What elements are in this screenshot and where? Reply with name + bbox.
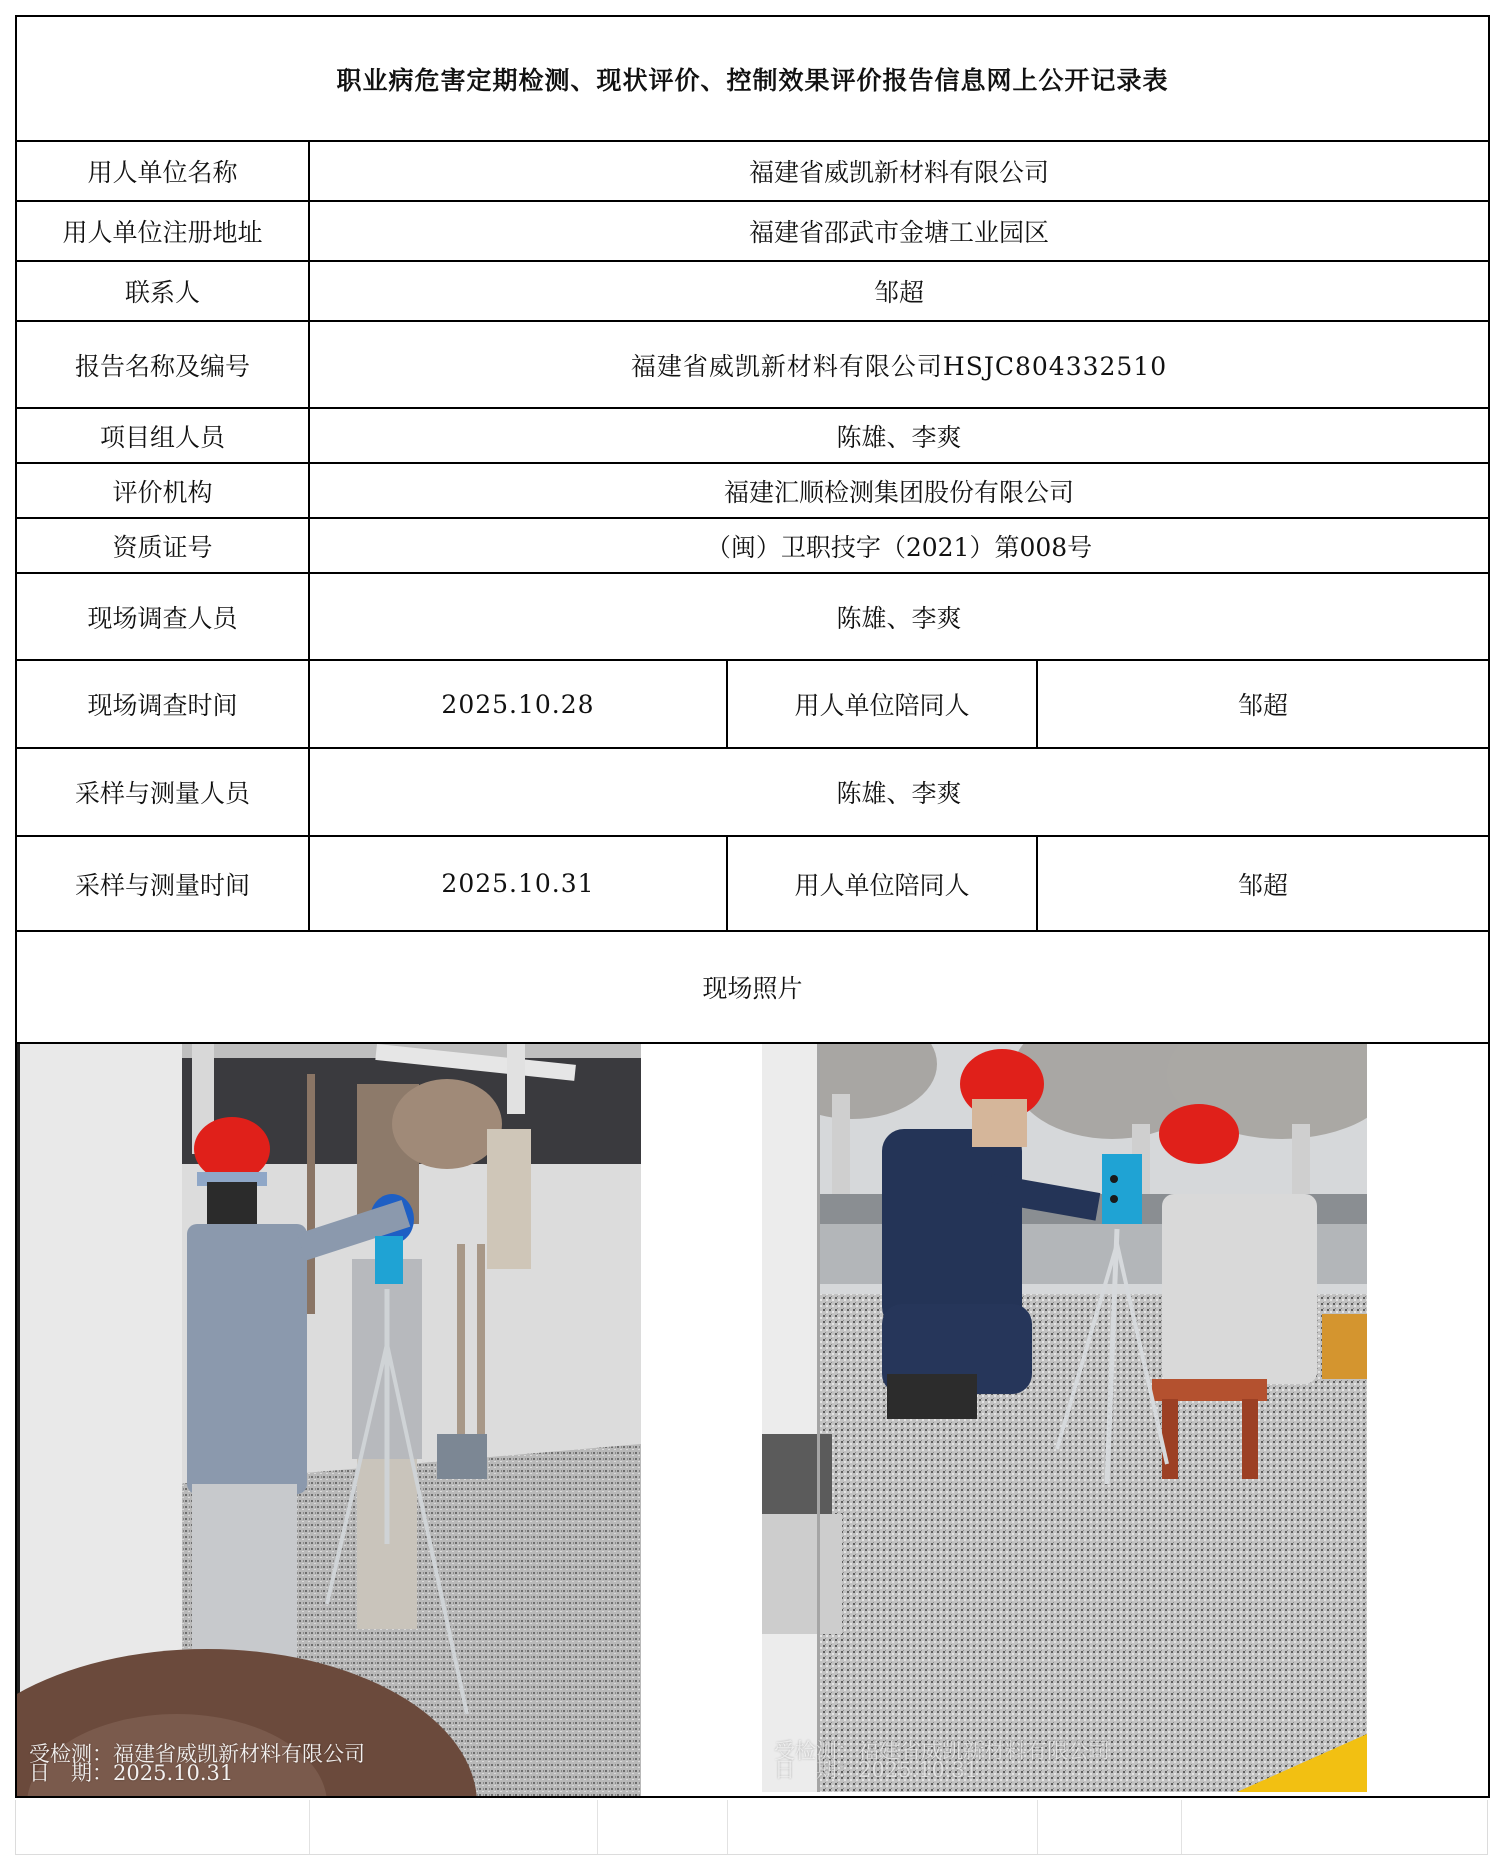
- sampling-staff-label: 采样与测量人员: [16, 748, 309, 836]
- table-row: [16, 201, 1489, 261]
- photo-2-watermark-date: 日 期：2025.10.31: [774, 1758, 979, 1782]
- table-row: [16, 518, 1489, 573]
- grid-divider: [1181, 1800, 1182, 1854]
- report-name-value: 福建省威凯新材料有限公司HSJC804332510: [309, 321, 1489, 408]
- record-sheet: [15, 15, 1488, 1798]
- grid-divider: [309, 1800, 310, 1854]
- table-row: [16, 463, 1489, 518]
- project-team-label: 项目组人员: [16, 408, 309, 463]
- empty-grid-row: [15, 1800, 1488, 1855]
- qualification-number-value: （闽）卫职技字（2021）第008号: [309, 518, 1489, 573]
- site-photo-2[interactable]: [762, 1044, 1367, 1792]
- survey-companion-value: 邹超: [1037, 660, 1489, 748]
- survey-staff-value: 陈雄、李爽: [309, 573, 1489, 660]
- employer-address-value: 福建省邵武市金塘工业园区: [309, 201, 1489, 261]
- grid-divider: [727, 1800, 728, 1854]
- evaluation-agency-label: 评价机构: [16, 463, 309, 518]
- table-row: [16, 321, 1489, 408]
- site-photos-heading: 现场照片: [16, 931, 1489, 1043]
- site-photos-area: [16, 1043, 1489, 1797]
- grid-divider: [597, 1800, 598, 1854]
- photo-1-watermark-date: 日 期：2025.10.31: [29, 1761, 234, 1785]
- record-table: [15, 15, 1490, 1798]
- table-row: [16, 573, 1489, 660]
- sampling-companion-value: 邹超: [1037, 836, 1489, 931]
- site-photo-1[interactable]: [17, 1044, 641, 1796]
- table-row: [16, 660, 1489, 748]
- table-row: [16, 836, 1489, 931]
- contact-value: 邹超: [309, 261, 1489, 321]
- table-row: [16, 261, 1489, 321]
- contact-label: 联系人: [16, 261, 309, 321]
- photo-2-watermark-inspected: 受检测：福建省威凯新材料有限公司: [774, 1739, 1110, 1763]
- grid-divider: [1037, 1800, 1038, 1854]
- sampling-staff-value: 陈雄、李爽: [309, 748, 1489, 836]
- document-title: 职业病危害定期检测、现状评价、控制效果评价报告信息网上公开记录表: [16, 16, 1489, 141]
- site-photo-2-image: [762, 1044, 1367, 1792]
- survey-companion-label: 用人单位陪同人: [727, 660, 1037, 748]
- table-row: [16, 748, 1489, 836]
- table-row: [16, 141, 1489, 201]
- employer-name-label: 用人单位名称: [16, 141, 309, 201]
- report-name-label: 报告名称及编号: [16, 321, 309, 408]
- sampling-time-label: 采样与测量时间: [16, 836, 309, 931]
- employer-name-value: 福建省威凯新材料有限公司: [309, 141, 1489, 201]
- table-row: [16, 408, 1489, 463]
- sampling-companion-label: 用人单位陪同人: [727, 836, 1037, 931]
- evaluation-agency-value: 福建汇顺检测集团股份有限公司: [309, 463, 1489, 518]
- survey-time-label: 现场调查时间: [16, 660, 309, 748]
- qualification-number-label: 资质证号: [16, 518, 309, 573]
- project-team-value: 陈雄、李爽: [309, 408, 1489, 463]
- survey-time-value: 2025.10.28: [309, 660, 727, 748]
- employer-address-label: 用人单位注册地址: [16, 201, 309, 261]
- photo-1-watermark-inspected: 受检测：福建省威凯新材料有限公司: [29, 1742, 365, 1766]
- sampling-time-value: 2025.10.31: [309, 836, 727, 931]
- site-photo-1-image: [17, 1044, 641, 1796]
- survey-staff-label: 现场调查人员: [16, 573, 309, 660]
